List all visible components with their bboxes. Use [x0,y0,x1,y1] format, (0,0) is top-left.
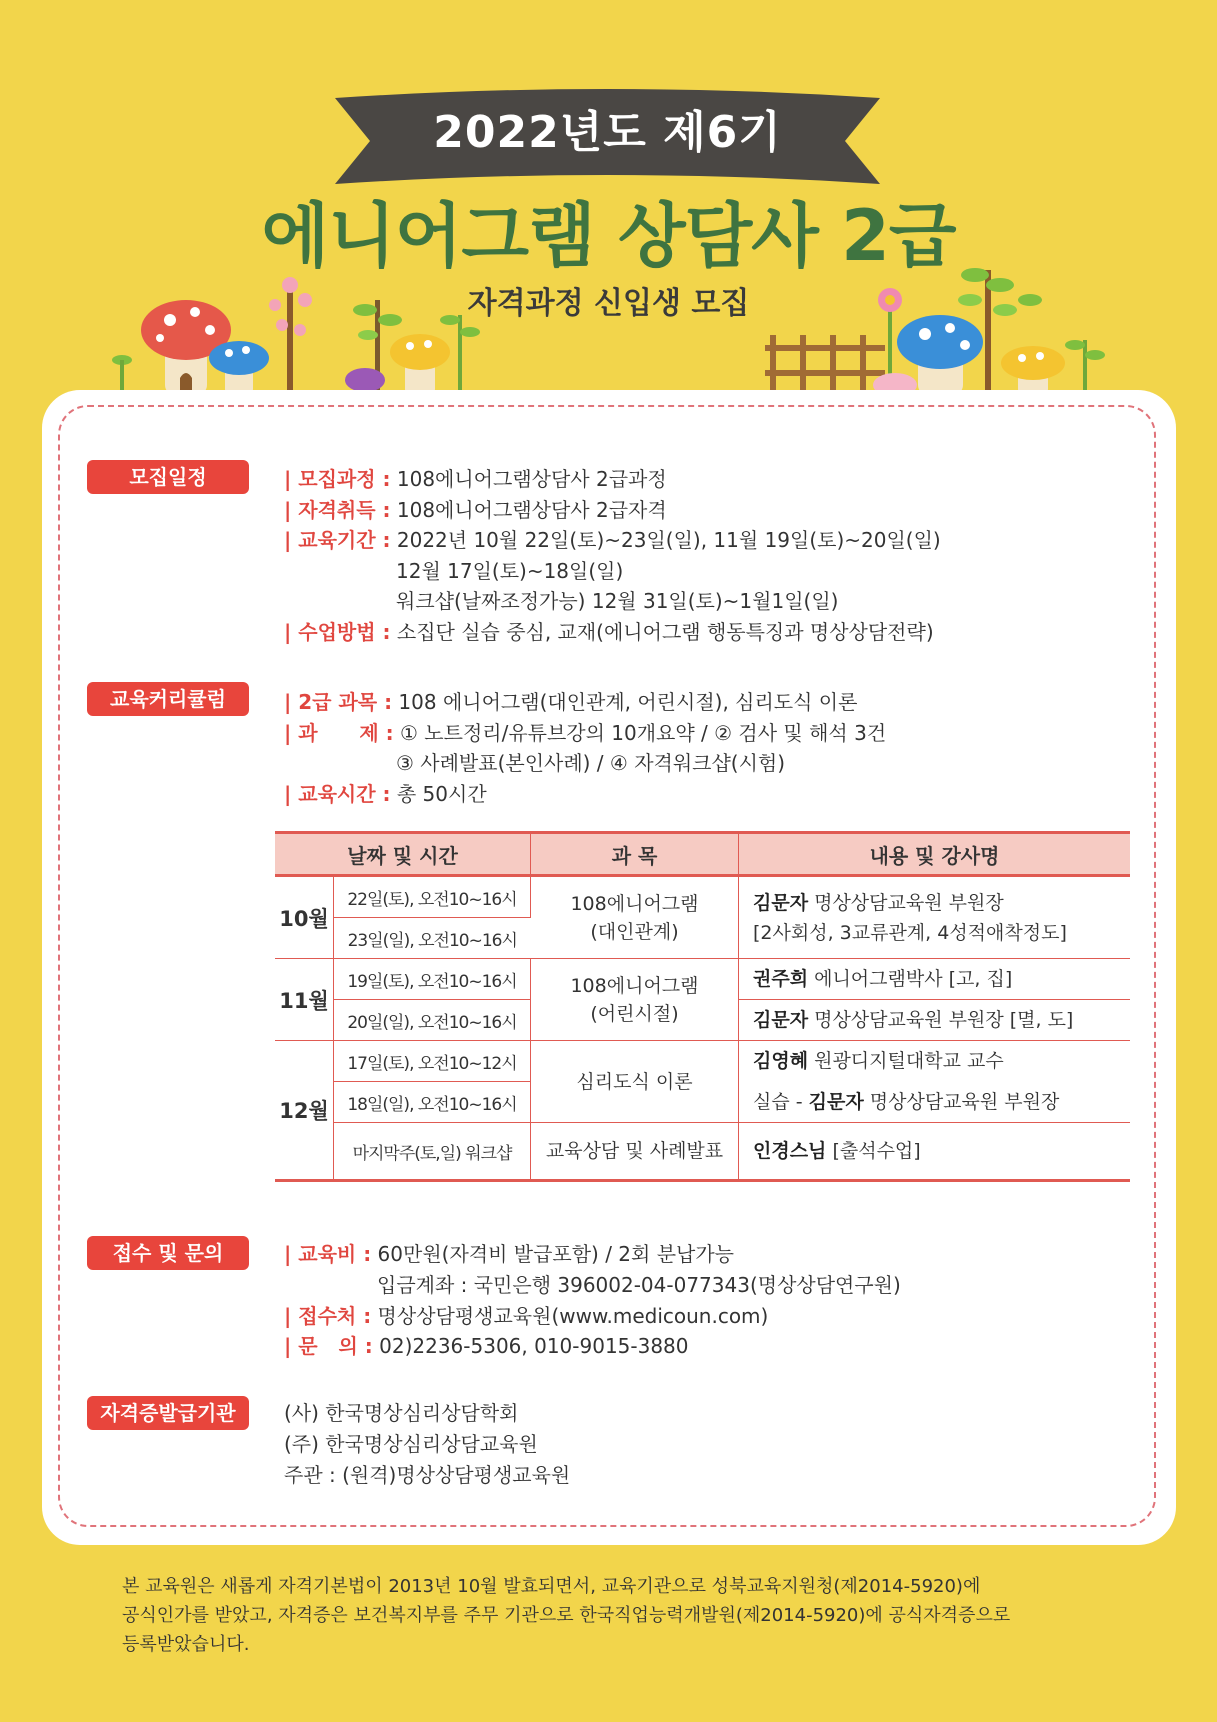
tree-icon [269,277,312,395]
badge-curriculum: 교육커리큘럼 [87,682,249,716]
month-cell: 12월 [275,1041,334,1181]
contact-line: | 문 의 : 02)2236-5306, 010-9015-3880 [284,1334,689,1358]
recruit-line: 12월 17일(토)~18일(일) [396,559,624,583]
subject-cell: 심리도식 이론 [531,1041,739,1123]
date-cell: 23일(일), 오전10~16시 [334,918,531,959]
contact-line: 입금계좌 : 국민은행 396002-04-077343(명상상담연구원) [377,1273,901,1297]
subject-cell: 교육상담 및 사례발표 [531,1123,739,1181]
page-subtitle: 자격과정 신입생 모집 [467,286,750,321]
date-cell: 17일(토), 오전10~12시 [334,1041,531,1082]
content-cell: 김문자 명상상담교육원 부원장 [멸, 도] [739,1000,1131,1041]
issuer-line: 주관 : (원격)명상상담평생교육원 [284,1463,571,1487]
issuer-line: (사) 한국명상심리상담학회 [284,1401,519,1425]
content-cell: 김문자 명상상담교육원 부원장 [2사회성, 3교류관계, 4성적애착정도] [739,876,1131,959]
fence-icon [765,335,885,395]
contact-line: | 접수처 : 명상상담평생교육원(www.medicoun.com) [284,1304,769,1328]
recruit-line: | 수업방법 : 소집단 실습 중심, 교재(에니어그램 행동특징과 명상상담전략) [284,620,934,644]
subject-cell: 108에니어그램 (대인관계) [531,876,739,959]
content-cell: 김영혜 원광디지털대학교 교수 [753,1050,1004,1073]
curriculum-line: | 과 제 : ① 노트정리/유튜브강의 10개요약 / ② 검사 및 해석 3건 [284,721,887,745]
mushroom-icon [1001,346,1065,395]
date-cell: 22일(토), 오전10~16시 [334,876,531,918]
table-header-row [275,833,1130,876]
page-title: 에니어그램 상담사 2급 [261,195,956,277]
date-cell: 18일(일), 오전10~16시 [334,1082,531,1123]
curriculum-line: | 교육시간 : 총 50시간 [284,782,487,806]
content-cell: 인경스님 [출석수업] [753,1140,921,1162]
recruit-line: | 모집과정 : 108에니어그램상담사 2급과정 [284,467,667,491]
schedule-table [275,831,1130,1182]
col-header-content: 내용 및 강사명 [739,833,1131,876]
ribbon-text: 2022년도 제6기 [433,107,782,158]
subject-cell: 108에니어그램 (어린시절) [531,959,739,1041]
mushroom-icon [209,341,269,395]
content-cell: 실습 - 김문자 명상상담교육원 부원장 [739,1082,1131,1123]
curriculum-line: | 2급 과목 : 108 에니어그램(대인관계, 어린시절), 심리도식 이론 [284,690,858,714]
mushroom-icon [345,334,450,395]
mushroom-garden-illustration [0,260,1217,395]
table-row [275,1123,1130,1181]
recruit-line: | 교육기간 : 2022년 10월 22일(토)~23일(일), 11월 19일(토)~20일(일) [284,528,941,552]
badge-issuer: 자격증발급기관 [87,1396,249,1430]
recruit-line: | 자격취득 : 108에니어그램상담사 2급자격 [284,498,667,522]
curriculum-line: ③ 사례발표(본인사례) / ④ 자격워크샵(시험) [396,751,786,775]
badge-recruit-schedule: 모집일정 [87,460,249,494]
table-row [275,959,1130,1000]
contact-line: | 교육비 : 60만원(자격비 발급포함) / 2회 분납가능 [284,1242,734,1266]
col-header-subject: 과 목 [531,833,739,876]
content-cell: 권주희 에니어그램박사 [고, 집] [739,959,1131,1000]
date-cell: 마지막주(토,일) 워크샵 [334,1123,531,1181]
footer-notice [122,1572,1122,1659]
footer-line: 본 교육원은 새롭게 자격기본법이 2013년 10월 발효되면서, 교육기관으로 성북교육지원청(제2014-5920)에 [122,1576,981,1597]
badge-contact: 접수 및 문의 [87,1236,249,1270]
footer-line: 등록받았습니다. [122,1634,250,1655]
date-cell: 19일(토), 오전10~16시 [334,959,531,1000]
table-row [275,876,1130,918]
issuer-line: (주) 한국명상심리상담교육원 [284,1432,538,1456]
footer-line: 공식인가를 받았고, 자격증은 보건복지부를 주무 기관으로 한국직업능력개발원(제2014-5920)에 공식자격증으로 [122,1605,1011,1626]
date-cell: 20일(일), 오전10~16시 [334,1000,531,1041]
month-cell: 11월 [275,959,334,1041]
table-row [275,1041,1130,1082]
recruit-line: 워크샵(날짜조정가능) 12월 31일(토)~1월1일(일) [396,589,839,613]
col-header-date: 날짜 및 시간 [275,833,531,876]
month-cell: 10월 [275,876,334,959]
sprout-icon [1065,340,1105,395]
